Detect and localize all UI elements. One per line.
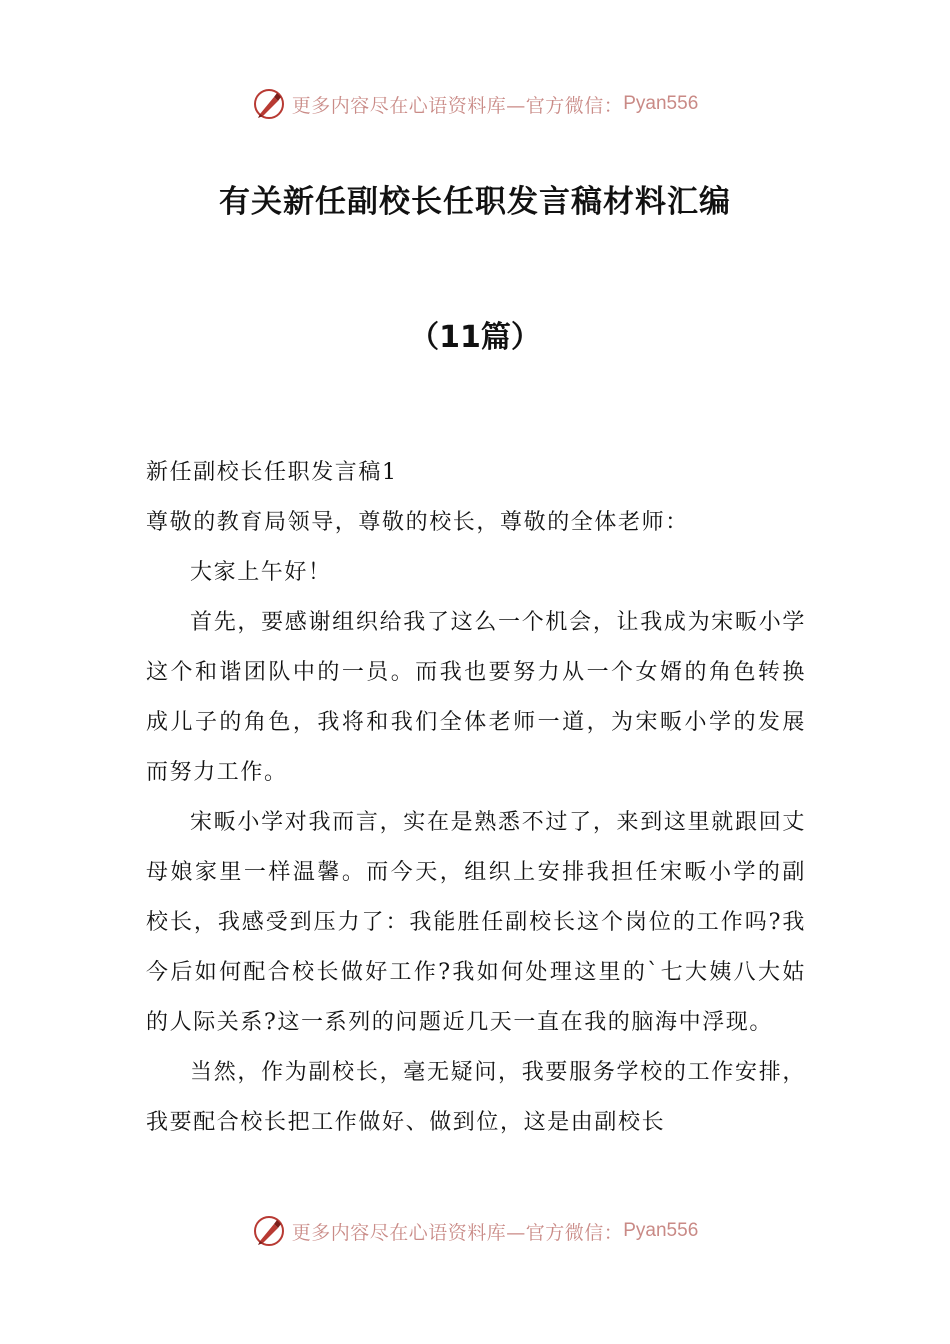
document-title: 有关新任副校长任职发言稿材料汇编 bbox=[219, 184, 731, 220]
body-paragraph: 首先，要感谢组织给我了这么一个机会，让我成为宋畈小学这个和谐团队中的一员。而我也要努力从一个女婿的角色转换成儿子的角色，我将和我们全体老师一道，为宋畈小学的发展而努力工作。 bbox=[146, 610, 806, 785]
document-body bbox=[146, 448, 806, 1148]
section-heading: 新任副校长任职发言稿1 bbox=[146, 460, 398, 485]
pen-nib-logo-icon bbox=[252, 87, 286, 121]
greeting: 大家上午好！ bbox=[190, 560, 332, 585]
document-subtitle: （11篇） bbox=[409, 320, 541, 355]
footer-banner bbox=[0, 1211, 950, 1251]
header-banner bbox=[0, 84, 950, 124]
banner-wechat-handle: Pyan556 bbox=[623, 93, 699, 114]
banner-text: 更多内容尽在心语资料库—官方微信： bbox=[291, 1221, 624, 1244]
banner-wechat-handle: Pyan556 bbox=[623, 1220, 699, 1241]
body-paragraph: 当然，作为副校长，毫无疑问，我要服务学校的工作安排，我要配合校长把工作做好、做到位，这是由副校长 bbox=[146, 1060, 806, 1135]
banner-text: 更多内容尽在心语资料库—官方微信： bbox=[291, 94, 624, 117]
pen-nib-logo-icon bbox=[252, 1214, 286, 1248]
body-paragraph: 宋畈小学对我而言，实在是熟悉不过了，来到这里就跟回丈母娘家里一样温馨。而今天，组织上安排我担任宋畈小学的副校长，我感受到压力了：我能胜任副校长这个岗位的工作吗?我今后如何配合校长做好工作?我如何处理这里的`七大姨八大姑的人际关系?这一系列的问题近几天一直在我的脑海中浮现。 bbox=[146, 810, 806, 1035]
salutation: 尊敬的教育局领导，尊敬的校长，尊敬的全体老师： bbox=[146, 510, 689, 535]
